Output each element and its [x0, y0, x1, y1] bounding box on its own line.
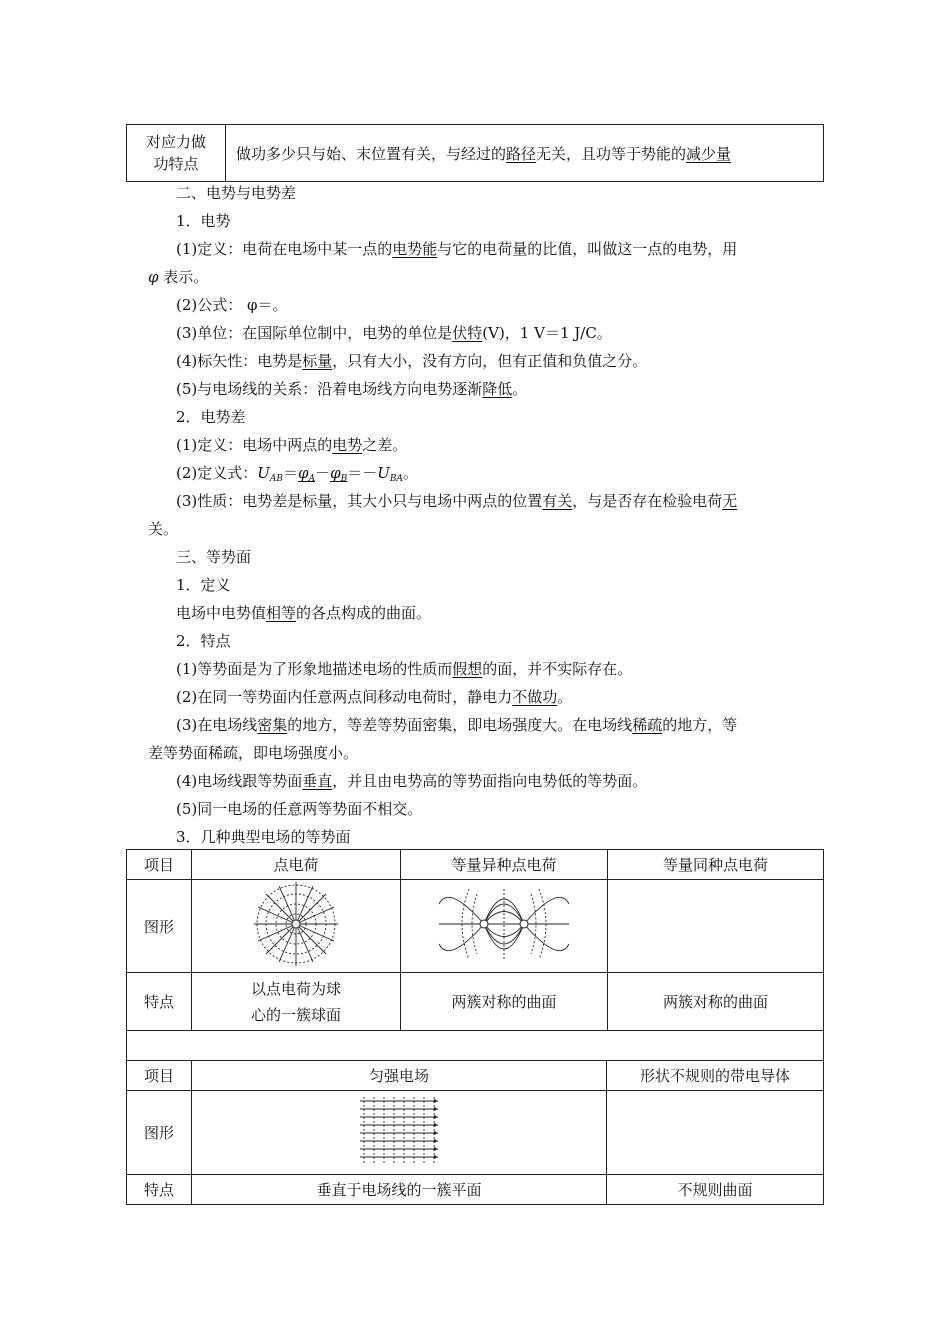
pd-formula: (2)定义式：$U_{AB}=\varphi_A-\varphi_B=-U_{BA}$。: [176, 464, 419, 484]
fields-table-1: [126, 849, 824, 1061]
potential-relation: (5)与电场线的关系：沿着电场线方向电势逐渐降低。: [176, 380, 528, 398]
same-charges-feature: 两簇对称的曲面: [608, 973, 824, 1031]
top-table-content: 做功多少只与始、末位置有关，与经过的路径无关，且功等于势能的减少量: [226, 125, 824, 182]
dipole-diagram: [439, 884, 569, 964]
pd-property-cont: 关。: [148, 520, 179, 538]
section2-heading: 二、电势与电势差: [176, 184, 297, 202]
label-line-1: 对应力做: [145, 133, 206, 151]
fields-table-2: [126, 1060, 824, 1205]
point-charge-figure: [192, 880, 401, 973]
potential-definition: (1)定义：电荷在电场中某一点的电势能与它的电荷量的比值，叫做这一点的电势，用: [176, 240, 738, 258]
row-figure-label: 图形: [127, 880, 192, 973]
feature-4: (4)电场线跟等势面垂直，并且由电势高的等势面指向电势低的等势面。: [176, 772, 648, 790]
row-feature-label: 特点: [127, 973, 192, 1031]
header2-item: 项目: [127, 1061, 192, 1091]
uniform-field-feature: 垂直于电场线的一簇平面: [192, 1175, 607, 1205]
uniform-field-diagram: [358, 1095, 440, 1167]
section2-sub1: 1．电势: [176, 212, 231, 230]
opposite-charges-feature: 两簇对称的曲面: [401, 973, 608, 1031]
potential-scalar: (4)标矢性：电势是标量，只有大小，没有方向，但有正值和负值之分。: [176, 352, 648, 370]
top-table: [126, 124, 824, 182]
section3-heading: 三、等势面: [176, 548, 252, 566]
feature-3-cont: 差等势面稀疏，即电场强度小。: [148, 744, 359, 762]
feature-1: (1)等势面是为了形象地描述电场的性质而假想的面，并不实际存在。: [176, 660, 633, 678]
header-opposite-charges: 等量异种点电荷: [401, 850, 608, 880]
opposite-charges-figure: [401, 880, 608, 973]
header-item: 项目: [127, 850, 192, 880]
same-charges-figure: [608, 880, 824, 973]
point-charge-diagram: [251, 882, 341, 966]
header2-uniform: 匀强电场: [192, 1061, 607, 1091]
label-line-2: 功特点: [153, 155, 199, 173]
pd-definition: (1)定义：电场中两点的电势之差。: [176, 436, 408, 454]
row2-feature-label: 特点: [127, 1175, 192, 1205]
section3-sub2: 2．特点: [176, 632, 231, 650]
potential-definition-cont: φ 表示。: [148, 268, 209, 286]
section3-sub1: 1．定义: [176, 576, 231, 594]
section3-sub3: 3．几种典型电场的等势面: [176, 828, 351, 846]
pd-property: (3)性质：电势差是标量，其大小只与电场中两点的位置有关，与是否存在检验电荷无: [176, 492, 738, 510]
uniform-field-figure: [192, 1091, 607, 1175]
feature-2: (2)在同一等势面内任意两点间移动电荷时，静电力不做功。: [176, 688, 573, 706]
top-table-label: [127, 125, 226, 182]
section2-sub2: 2．电势差: [176, 408, 246, 426]
equipotential-definition: 电场中电势值相等的各点构成的曲面。: [176, 604, 432, 622]
irregular-conductor-figure: [607, 1091, 824, 1175]
potential-unit: (3)单位：在国际单位制中，电势的单位是伏特(V)，1 V＝1 J/C。: [176, 324, 612, 342]
irregular-conductor-feature: 不规则曲面: [607, 1175, 824, 1205]
feature-5: (5)同一电场的任意两等势面不相交。: [176, 800, 423, 818]
feature-3: (3)在电场线密集的地方，等差等势面密集，即电场强度大。在电场线稀疏的地方，等: [176, 716, 738, 734]
header2-irregular: 形状不规则的带电导体: [607, 1061, 824, 1091]
header-point-charge: 点电荷: [192, 850, 401, 880]
row2-figure-label: 图形: [127, 1091, 192, 1175]
potential-formula: (2)公式： φ＝。: [176, 296, 288, 314]
spacer-row: [127, 1031, 824, 1061]
point-charge-feature: 以点电荷为球 心的一簇球面: [192, 973, 401, 1031]
header-same-charges: 等量同种点电荷: [608, 850, 824, 880]
